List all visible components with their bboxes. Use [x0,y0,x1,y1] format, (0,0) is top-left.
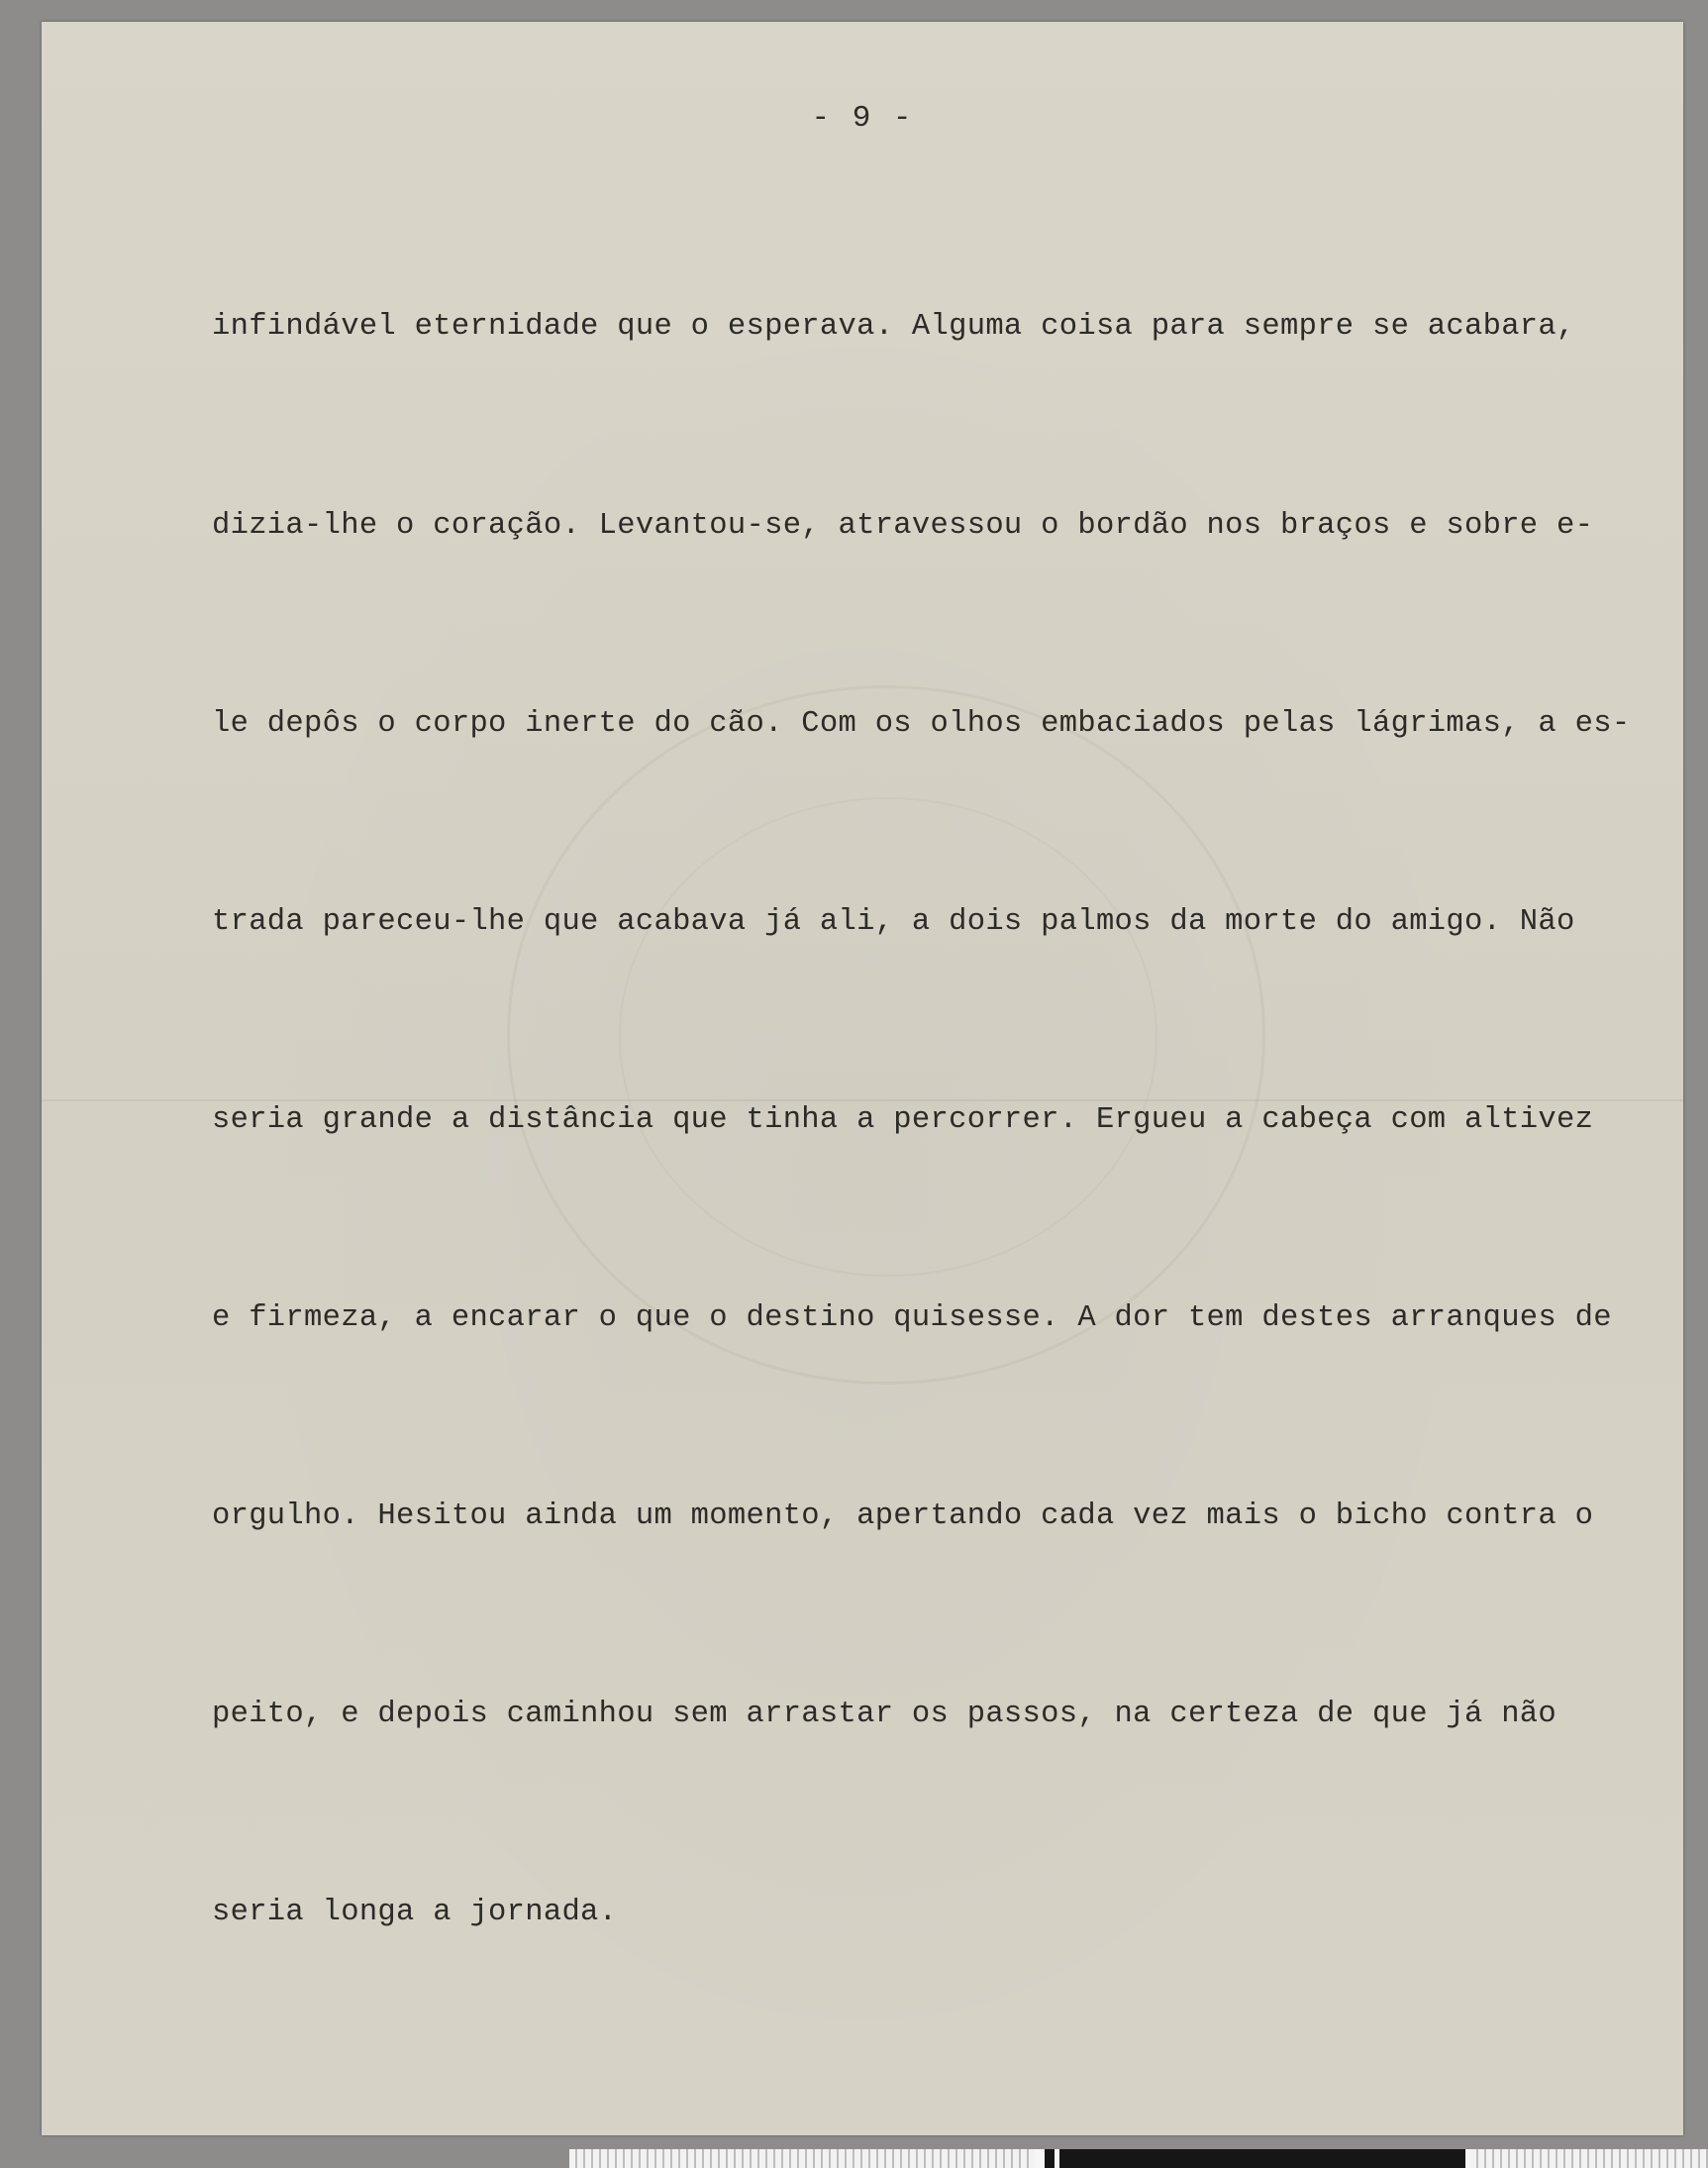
color-scale-bar [569,2149,1708,2168]
document-page [42,22,1683,2135]
page-number: - 9 - [811,101,914,136]
text-line: le depôs o corpo inerte do cão. Com os olhos embaciados pelas lágrimas, a es- [212,706,1631,741]
text-line: trada pareceu-lhe que acabava já ali, a dois palmos da morte do amigo. Não [212,904,1575,939]
body-text [212,162,1708,2078]
scale-segment-dark [1059,2149,1465,2168]
text-line: infindável eternidade que o esperava. Alguma coisa para sempre se acabara, [212,310,1575,345]
scale-segment-white [1035,2149,1045,2168]
scale-segment-light [1470,2149,1708,2168]
text-line: seria grande a distância que tinha a percorrer. Ergueu a cabeça com altivez [212,1102,1594,1137]
text-line: orgulho. Hesitou ainda um momento, apertando cada vez mais o bicho contra o [212,1499,1594,1534]
text-line: e firmeza, a encarar o que o destino quisesse. A dor tem destes arranques de [212,1300,1612,1335]
scale-segment-light [569,2149,1035,2168]
scale-segment-dark [1045,2149,1055,2168]
text-line: seria longa a jornada. [212,1896,618,1930]
text-line: dizia-lhe o coração. Levantou-se, atravessou o bordão nos braços e sobre e- [212,508,1594,543]
text-line: peito, e depois caminhou sem arrastar os passos, na certeza de que já não [212,1698,1557,1732]
